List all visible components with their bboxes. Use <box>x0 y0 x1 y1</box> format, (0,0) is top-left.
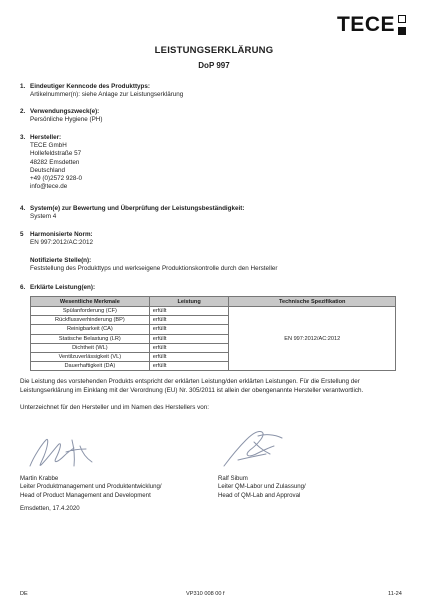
responsibility-statement: Die Leistung des vorstehenden Produkts entspricht der erklärten Leistung/den erklärten Leistungen. Für die Erstellung der Leistungserklärung im Einklang mit der Verordnung (EU) Nr. 305/2011 ist allein der obengenannte Hersteller verantwortlich. <box>20 378 364 394</box>
manufacturer-email: info@tece.de <box>30 183 68 191</box>
footer-language: DE <box>20 591 28 597</box>
section-heading: Harmonisierte Norm: <box>30 231 93 238</box>
manufacturer-phone: +49 (0)2572 928-0 <box>30 175 82 183</box>
table-row <box>31 307 396 316</box>
section-text: EN 997:2012/AC:2012 <box>30 239 94 247</box>
signatory-name: Ralf Sibum <box>218 475 248 482</box>
performance-cell: erfüllt <box>149 325 229 334</box>
manufacturer-city: 48282 Emsdetten <box>30 158 80 166</box>
section-heading: Verwendungszweck(e): <box>30 108 100 115</box>
section-harmonised-standard: 5 Harmonisierte Norm: EN 997:2012/AC:2012 <box>20 231 94 247</box>
specification-cell: EN 997:2012/AC:2012 <box>229 307 396 371</box>
performance-cell: erfüllt <box>149 352 229 361</box>
signatory-sibum <box>218 475 306 500</box>
performance-cell: erfüllt <box>149 307 229 316</box>
logo-text: TECE <box>336 13 395 36</box>
table-header-row <box>31 297 396 307</box>
document-title: LEISTUNGSERKLÄRUNG <box>154 45 274 56</box>
signatory-role-de: Leiter Produktmanagement und Produktentwicklung/ <box>20 483 162 491</box>
manufacturer-country: Deutschland <box>30 166 66 174</box>
section-heading: System(e) zur Bewertung und Überprüfung der Leistungsbeständigkeit: <box>30 205 245 212</box>
manufacturer-name: TECE GmbH <box>30 142 67 150</box>
signed-for-statement: Unterzeichnet für den Hersteller und im Namen des Herstellers von: <box>20 404 209 411</box>
performance-cell: erfüllt <box>149 343 229 352</box>
signatory-role-de: Leiter QM-Labor und Zulassung/ <box>218 483 306 491</box>
performance-cell: erfüllt <box>149 334 229 343</box>
document-subtitle: DoP 997 <box>198 61 230 70</box>
feature-cell: Reinigbarkeit (CA) <box>31 325 150 334</box>
signature-krabbe <box>20 422 110 480</box>
section-product-type: 1. Eindeutiger Kenncode des Produkttyps: Artikelnummer(n): siehe Anlage zur Leistungserklärung <box>20 83 184 99</box>
place-date: Emsdetten, 17.4.2020 <box>20 505 80 512</box>
section-heading: Notifizierte Stelle(n): <box>30 257 92 264</box>
section-heading: Hersteller: <box>30 134 62 141</box>
feature-cell: Spülanforderung (CF) <box>31 307 150 316</box>
section-notified-body <box>20 257 277 273</box>
feature-cell: Dichtheit (WL) <box>31 343 150 352</box>
section-text: Artikelnummer(n): siehe Anlage zur Leistungserklärung <box>30 91 184 99</box>
performance-cell: erfüllt <box>149 316 229 325</box>
section-heading: Erklärte Leistung(en): <box>30 284 96 291</box>
signatory-name: Martin Krabbe <box>20 475 59 482</box>
logo-mark-icon <box>398 15 406 35</box>
section-text: System 4 <box>30 213 57 221</box>
performance-table <box>30 296 396 371</box>
column-header: Wesentliche Merkmale <box>31 297 150 307</box>
section-intended-use: 2. Verwendungszweck(e): Persönliche Hygiene (PH) <box>20 108 103 124</box>
section-text: Persönliche Hygiene (PH) <box>30 116 103 124</box>
feature-cell: Rückflussverhinderung (BP) <box>31 316 150 325</box>
column-header: Leistung <box>149 297 229 307</box>
signatory-role-en: Head of Product Management and Development <box>20 491 151 499</box>
signatory-krabbe <box>20 475 162 500</box>
tece-logo <box>337 14 406 35</box>
section-declared-performance: 6. Erklärte Leistung(en): <box>20 284 96 291</box>
feature-cell: Ventilzuverlässigkeit (VL) <box>31 352 150 361</box>
section-heading: Eindeutiger Kenncode des Produkttyps: <box>30 83 151 90</box>
performance-cell: erfüllt <box>149 362 229 371</box>
signature-sibum <box>218 424 288 474</box>
signatory-role-en: Head of QM-Lab and Approval <box>218 491 301 499</box>
feature-cell: Dauerhaftigkeit (DA) <box>31 362 150 371</box>
section-text: Feststellung des Produkttyps und werkseigene Produktionskontrolle durch den Hersteller <box>30 265 278 273</box>
feature-cell: Statische Belastung (LR) <box>31 334 150 343</box>
footer-date: 11-24 <box>388 591 402 597</box>
manufacturer-street: Hollefeldstraße 57 <box>30 150 82 158</box>
section-avcp-system: 4. System(e) zur Bewertung und Überprüfung der Leistungsbeständigkeit: System 4 <box>20 205 245 221</box>
section-manufacturer: 3. Hersteller: TECE GmbH Hollefeldstraße 57 48282 Emsdetten Deutschland +49 (0)2572 928-0 info@tece.de <box>20 134 82 191</box>
footer-document-code: VP310 008 00 f <box>186 591 225 597</box>
column-header: Technische Spezifikation <box>229 297 396 307</box>
